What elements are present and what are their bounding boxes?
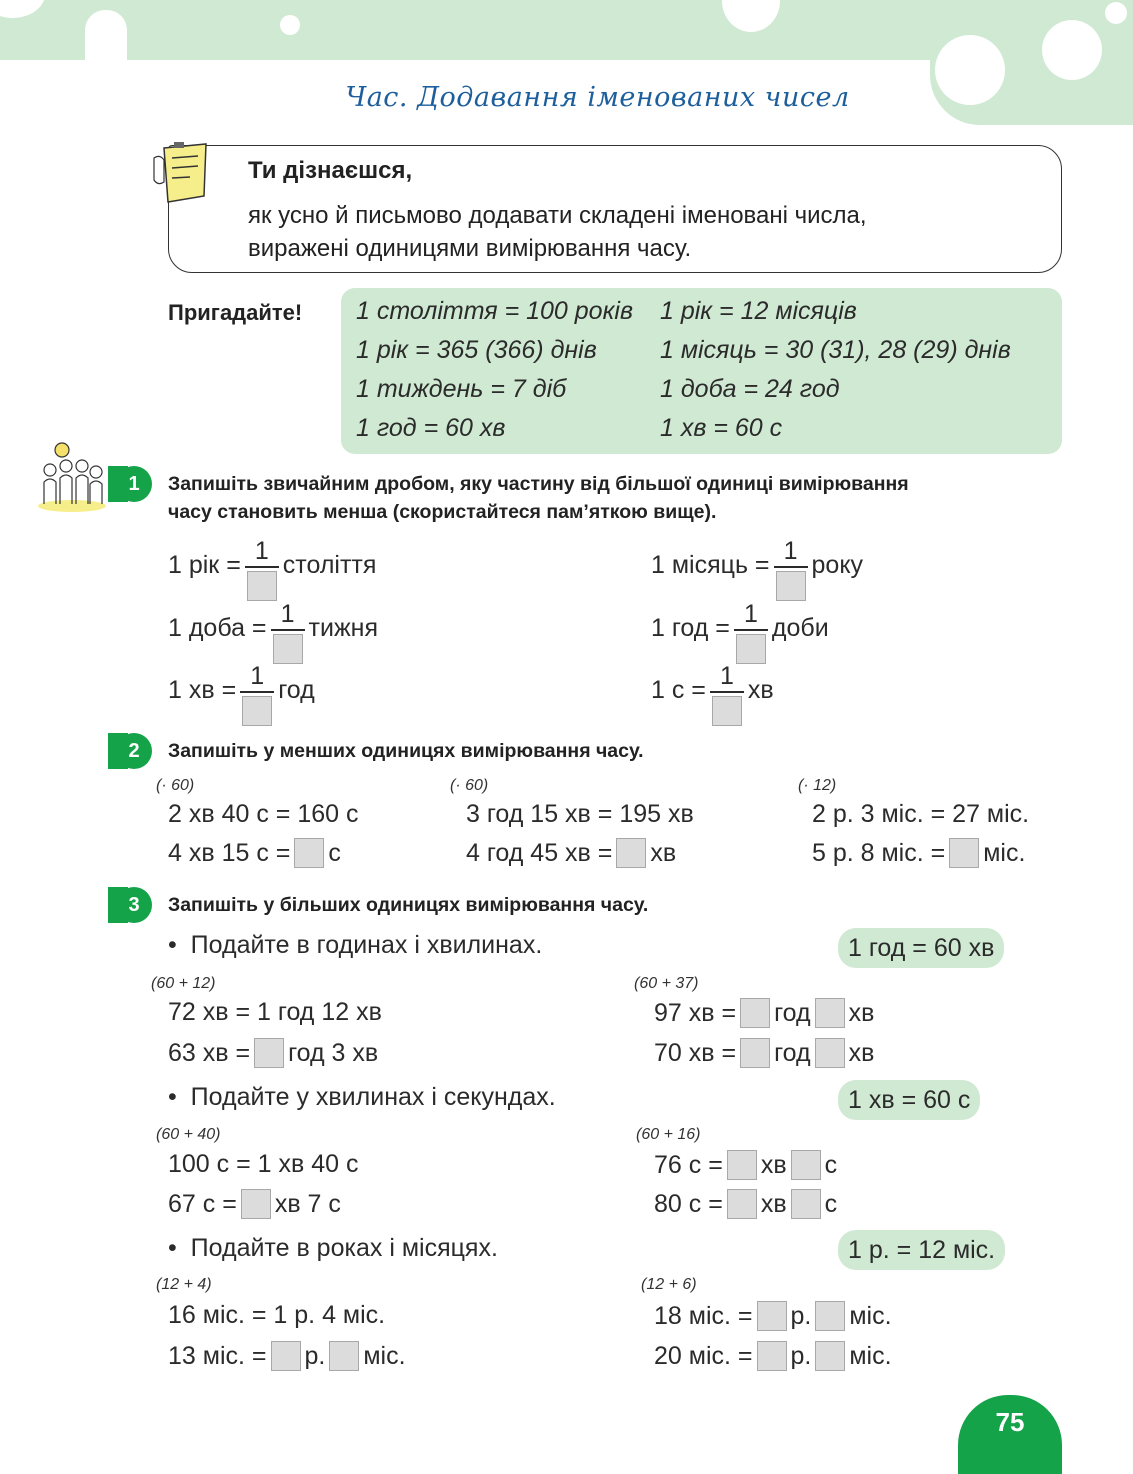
fraction-row	[168, 597, 378, 660]
hint: (· 12)	[798, 777, 837, 794]
answer-box[interactable]	[329, 1341, 359, 1371]
fraction-row	[651, 597, 829, 660]
equation-unit: р.	[790, 1341, 812, 1370]
equation-unit: міс.	[983, 838, 1026, 867]
fraction	[734, 601, 768, 664]
hint: (12 + 6)	[641, 1276, 697, 1293]
fraction-bar	[240, 691, 274, 693]
equation-unit: хв	[848, 1038, 875, 1067]
fraction-unit: століття	[282, 551, 377, 579]
fraction-left: 1 хв =	[168, 676, 237, 704]
equation-left: 80 с =	[654, 1189, 723, 1218]
fraction-left: 1 рік =	[168, 551, 241, 579]
decor-circle	[85, 10, 127, 62]
numerator: 1	[743, 600, 758, 628]
task-number-3: 3	[116, 887, 152, 923]
equation-left: 20 міс. =	[654, 1341, 753, 1370]
equation-unit: с	[328, 838, 341, 867]
task-number-2: 2	[116, 733, 152, 769]
fraction-left: 1 місяць =	[651, 551, 770, 579]
equation	[654, 998, 874, 1028]
remember-fact: 1 доба = 24 год	[660, 375, 840, 403]
answer-box[interactable]	[727, 1189, 757, 1219]
task-1-text-1: Запишіть звичайним дробом, яку частину від більшої одиниці вимірювання	[168, 473, 909, 495]
learn-line: виражені одиницями вимірювання часу.	[248, 235, 692, 262]
equation-unit: год 3 хв	[288, 1038, 379, 1067]
equation	[812, 838, 1025, 868]
fraction-left: 1 год =	[651, 614, 730, 642]
learn-heading: Ти дізнаєшся,	[248, 157, 413, 184]
equation	[466, 838, 676, 868]
equation	[168, 1341, 406, 1371]
numerator: 1	[250, 662, 265, 690]
bullet-item: • Подайте в роках і місяцях.	[168, 1234, 498, 1262]
remember-fact: 1 рік = 12 місяців	[660, 297, 857, 325]
equation-unit: с	[824, 1150, 838, 1179]
answer-box[interactable]	[949, 838, 979, 868]
equation-left: 97 хв =	[654, 998, 737, 1027]
learn-line: як усно й письмово додавати складені іменовані числа,	[248, 202, 867, 229]
fraction-row	[651, 659, 774, 722]
answer-box[interactable]	[815, 1038, 845, 1068]
answer-box[interactable]	[757, 1301, 787, 1331]
hint: (· 60)	[450, 777, 489, 794]
example-equation: 100 с = 1 хв 40 с	[168, 1150, 359, 1178]
equation	[654, 1189, 837, 1219]
fraction	[710, 663, 744, 726]
rule-pill: 1 хв = 60 с	[838, 1080, 980, 1120]
page-number: 75	[958, 1395, 1062, 1474]
remember-fact: 1 год = 60 хв	[356, 414, 506, 442]
answer-box[interactable]	[294, 838, 324, 868]
fraction-left: 1 доба =	[168, 614, 267, 642]
bullet-text: Подайте в годинах і хвилинах.	[190, 931, 543, 959]
decor-circle	[280, 15, 300, 35]
answer-box[interactable]	[254, 1038, 284, 1068]
answer-box[interactable]	[242, 696, 272, 726]
equation-left: 4 хв 15 с =	[168, 838, 291, 867]
equation-left: 13 міс. =	[168, 1341, 267, 1370]
equation-left: 4 год 45 хв =	[466, 838, 613, 867]
equation	[168, 1038, 378, 1068]
task-1-text-2: часу становить менша (скористайтеся пам’яткою вище).	[168, 501, 717, 523]
learn-text	[248, 199, 867, 265]
numerator: 1	[254, 537, 269, 565]
answer-box[interactable]	[791, 1150, 821, 1180]
hint: (60 + 37)	[634, 975, 699, 992]
numerator: 1	[280, 600, 295, 628]
bullet-text: Подайте в роках і місяцях.	[190, 1234, 498, 1262]
equation-unit: р.	[790, 1301, 812, 1330]
remember-fact: 1 рік = 365 (366) днів	[356, 336, 597, 364]
equation-unit: год	[774, 998, 811, 1027]
example-equation: 2 р. 3 міс. = 27 міс.	[812, 800, 1030, 828]
answer-box[interactable]	[740, 998, 770, 1028]
fraction-left: 1 с =	[651, 676, 706, 704]
remember-fact: 1 тиждень = 7 діб	[356, 375, 567, 403]
bullet-item: • Подайте в годинах і хвилинах.	[168, 931, 543, 959]
fraction-unit: хв	[747, 676, 774, 704]
example-equation: 3 год 15 хв = 195 хв	[466, 800, 694, 828]
answer-box[interactable]	[271, 1341, 301, 1371]
fraction-bar	[271, 629, 305, 631]
equation-unit: міс.	[849, 1301, 892, 1330]
fraction-row	[168, 659, 315, 722]
numerator: 1	[783, 537, 798, 565]
hint: (· 60)	[156, 777, 195, 794]
equation-unit: міс.	[363, 1341, 406, 1370]
equation-left: 5 р. 8 міс. =	[812, 838, 946, 867]
answer-box[interactable]	[616, 838, 646, 868]
equation-left: 63 хв =	[168, 1038, 251, 1067]
answer-box[interactable]	[815, 1341, 845, 1371]
fraction	[271, 601, 305, 664]
fraction-unit: тижня	[308, 614, 379, 642]
equation-unit: хв	[760, 1189, 787, 1218]
answer-box[interactable]	[757, 1341, 787, 1371]
fraction-bar	[734, 629, 768, 631]
example-equation: 72 хв = 1 год 12 хв	[168, 998, 382, 1026]
fraction-unit: год	[278, 676, 315, 704]
answer-box[interactable]	[791, 1189, 821, 1219]
fraction-unit: доби	[771, 614, 829, 642]
fraction-bar	[245, 566, 279, 568]
example-equation: 2 хв 40 с = 160 с	[168, 800, 359, 828]
equation-unit: міс.	[849, 1341, 892, 1370]
equation-unit: р.	[304, 1341, 326, 1370]
hint: (12 + 4)	[156, 1276, 212, 1293]
numerator: 1	[719, 662, 734, 690]
example-equation: 16 міс. = 1 р. 4 міс.	[168, 1301, 386, 1329]
fraction-bar	[774, 566, 808, 568]
answer-box[interactable]	[815, 1301, 845, 1331]
equation	[654, 1301, 892, 1331]
equation-left: 76 с =	[654, 1150, 723, 1179]
equation-unit: хв	[650, 838, 677, 867]
rule-pill: 1 р. = 12 міс.	[838, 1230, 1005, 1270]
equation-unit: хв	[848, 998, 875, 1027]
fraction-row	[168, 534, 376, 597]
equation-left: 70 хв =	[654, 1038, 737, 1067]
answer-box[interactable]	[727, 1150, 757, 1180]
equation	[654, 1038, 874, 1068]
hint: (60 + 16)	[636, 1126, 701, 1143]
remember-fact: 1 місяць = 30 (31), 28 (29) днів	[660, 336, 1011, 364]
equation-unit: с	[824, 1189, 838, 1218]
fraction-unit: року	[811, 551, 864, 579]
fraction	[774, 538, 808, 601]
sticky-note-icon	[150, 140, 212, 206]
equation-unit: хв	[760, 1150, 787, 1179]
bullet-item: • Подайте у хвилинах і секундах.	[168, 1083, 556, 1111]
equation-unit: год	[774, 1038, 811, 1067]
remember-fact: 1 століття = 100 років	[356, 297, 633, 325]
bullet-text: Подайте у хвилинах і секундах.	[190, 1083, 556, 1111]
answer-box[interactable]	[712, 696, 742, 726]
group-work-icon	[36, 440, 108, 514]
equation	[168, 838, 341, 868]
answer-box[interactable]	[740, 1038, 770, 1068]
remember-label: Пригадайте!	[168, 300, 303, 325]
task-3-instruction: Запишіть у більших одиницях вимірювання часу.	[168, 894, 649, 916]
answer-box[interactable]	[241, 1189, 271, 1219]
decor-circle	[1105, 2, 1127, 24]
hint: (60 + 12)	[151, 975, 216, 992]
task-2-instruction: Запишіть у менших одиницях вимірювання часу.	[168, 740, 644, 762]
task-1-line	[168, 470, 1062, 498]
fraction	[245, 538, 279, 601]
fraction	[240, 663, 274, 726]
fraction-row	[651, 534, 863, 597]
equation	[168, 1189, 341, 1219]
decor-circle	[1042, 20, 1102, 80]
fraction-bar	[710, 691, 744, 693]
remember-fact: 1 хв = 60 с	[660, 414, 783, 442]
answer-box[interactable]	[815, 998, 845, 1028]
equation	[654, 1341, 892, 1371]
page-title: Час. Додавання іменованих чисел	[345, 82, 850, 113]
equation-left: 67 с =	[168, 1189, 237, 1218]
task-1-instruction	[168, 470, 1062, 526]
task-number-1: 1	[116, 466, 152, 502]
hint: (60 + 40)	[156, 1126, 221, 1143]
equation-unit: хв 7 с	[274, 1189, 341, 1218]
equation	[654, 1150, 837, 1180]
rule-pill: 1 год = 60 хв	[838, 928, 1004, 968]
equation-left: 18 міс. =	[654, 1301, 753, 1330]
